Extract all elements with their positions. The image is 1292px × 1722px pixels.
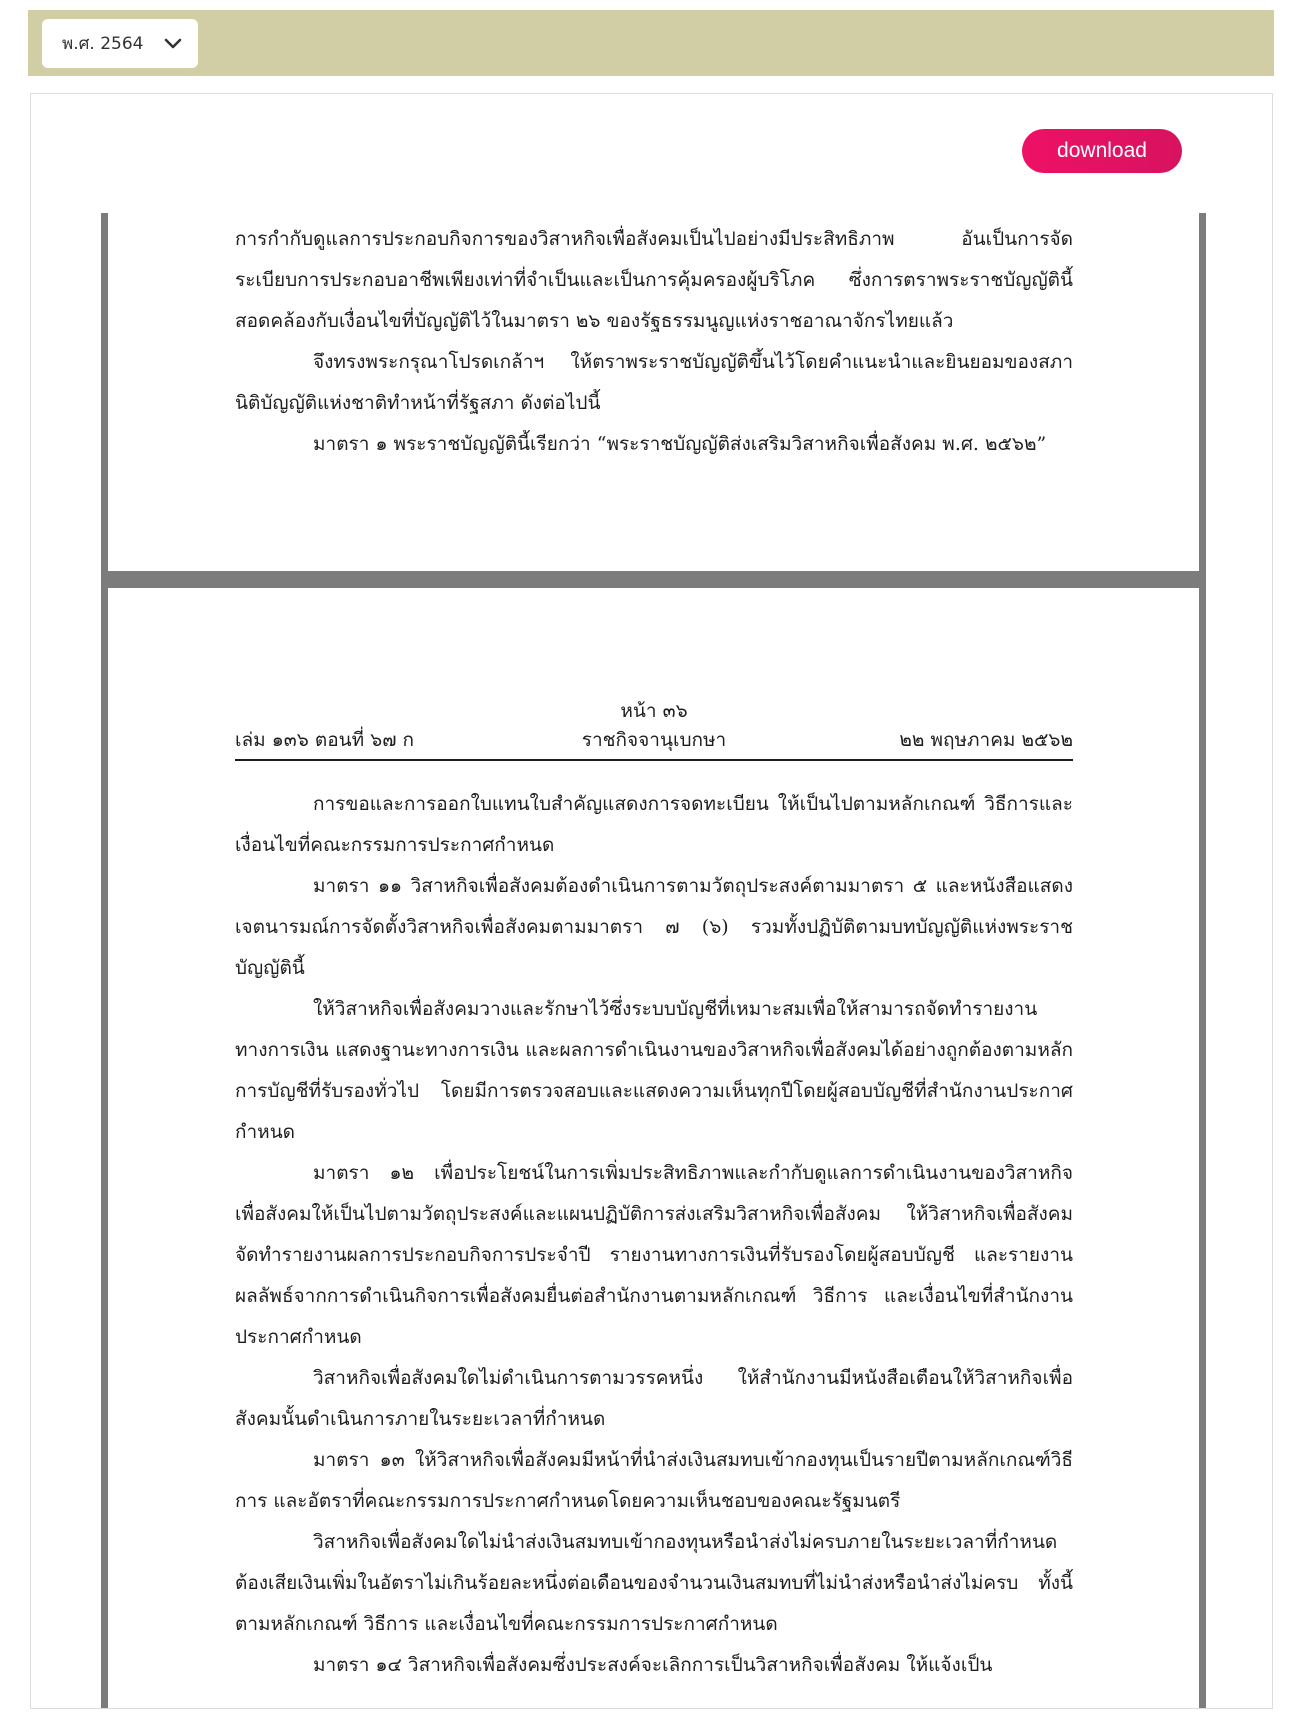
paragraph: ให้วิสาหกิจเพื่อสังคมวางและรักษาไว้ซึ่งระบบบัญชีที่เหมาะสมเพื่อให้สามารถจัดทำรายงานทางการเงิน แสดงฐานะทางการเงิน และผลการดำเนินงานของวิสาหกิจเพื่อสังคมได้อย่างถูกต้องตามหลักการบัญชีที่รับรองทั่วไป โดยมีการตรวจสอบและแสดงความเห็นทุกปีโดยผู้สอบบัญชีที่สำนักงานประกาศกำหนด <box>235 998 1073 1143</box>
publication-date: ๒๒ พฤษภาคม ๒๕๖๒ <box>899 729 1073 751</box>
paragraph: วิสาหกิจเพื่อสังคมใดไม่ดำเนินการตามวรรคหนึ่ง ให้สำนักงานมีหนังสือเตือนให้วิสาหกิจเพื่อสังคมนั้นดำเนินการภายในระยะเวลาที่กำหนด <box>235 1367 1073 1430</box>
paragraph: การกำกับดูแลการประกอบกิจการของวิสาหกิจเพื่อสังคมเป็นไปอย่างมีประสิทธิภาพ อันเป็นการจัดระเบียบการประกอบอาชีพเพียงเท่าที่จำเป็นและเป็นการคุ้มครองผู้บริโภค ซึ่งการตราพระราชบัญญัตินี้สอดคล้องกับเงื่อนไขที่บัญญัติไว้ในมาตรา ๒๖ ของรัฐธรรมนูญแห่งราชอาณาจักรไทยแล้ว <box>235 228 1073 332</box>
paragraph: มาตรา ๑๒ เพื่อประโยชน์ในการเพิ่มประสิทธิภาพและกำกับดูแลการดำเนินงานของวิสาหกิจเพื่อสังคมให้เป็นไปตามวัตถุประสงค์และแผนปฏิบัติการส่งเสริมวิสาหกิจเพื่อสังคม ให้วิสาหกิจเพื่อสังคมจัดทำรายงานผลการประกอบกิจการประจำปี รายงานทางการเงินที่รับรองโดยผู้สอบบัญชี และรายงานผลลัพธ์จากการดำเนินกิจการเพื่อสังคมยื่นต่อสำนักงานตามหลักเกณฑ์ วิธีการ และเงื่อนไขที่สำนักงานประกาศกำหนด <box>235 1162 1073 1348</box>
chevron-down-icon <box>163 34 183 54</box>
paragraph: การขอและการออกใบแทนใบสำคัญแสดงการจดทะเบียน ให้เป็นไปตามหลักเกณฑ์ วิธีการและเงื่อนไขที่คณะกรรมการประกาศกำหนด <box>235 793 1073 856</box>
paragraph: มาตรา ๑๔ วิสาหกิจเพื่อสังคมซึ่งประสงค์จะเลิกการเป็นวิสาหกิจเพื่อสังคม ให้แจ้งเป็น <box>313 1654 993 1676</box>
paragraph: มาตรา ๑๑ วิสาหกิจเพื่อสังคมต้องดำเนินการตามวัตถุประสงค์ตามมาตรา ๕ และหนังสือแสดงเจตนารมณ์การจัดตั้งวิสาหกิจเพื่อสังคมตามมาตรา ๗ (๖) รวมทั้งปฏิบัติตามบทบัญญัติแห่งพระราชบัญญัตินี้ <box>235 875 1073 979</box>
gazette-header <box>235 725 1073 755</box>
page-number: หน้า ๓๖ <box>620 700 688 722</box>
year-select[interactable] <box>42 19 198 68</box>
document-panel <box>30 93 1273 1709</box>
download-button[interactable]: download <box>1022 129 1182 173</box>
page-2-body <box>235 784 1073 1686</box>
header-divider <box>235 759 1073 761</box>
document-page-2 <box>108 588 1199 1709</box>
paragraph: จึงทรงพระกรุณาโปรดเกล้าฯ ให้ตราพระราชบัญญัติขึ้นไว้โดยคำแนะนำและยินยอมของสภานิติบัญญัติแห่งชาติทำหน้าที่รัฐสภา ดังต่อไปนี้ <box>235 351 1073 414</box>
publication-name: ราชกิจจานุเบกษา <box>581 729 727 751</box>
filter-bar <box>28 10 1274 76</box>
paragraph: วิสาหกิจเพื่อสังคมใดไม่นำส่งเงินสมทบเข้ากองทุนหรือนำส่งไม่ครบภายในระยะเวลาที่กำหนดต้องเสียเงินเพิ่มในอัตราไม่เกินร้อยละหนึ่งต่อเดือนของจำนวนเงินสมทบที่ไม่นำส่งหรือนำส่งไม่ครบ ทั้งนี้ตามหลักเกณฑ์ วิธีการ และเงื่อนไขที่คณะกรรมการประกาศกำหนด <box>235 1531 1073 1635</box>
page-1-body <box>235 219 1073 465</box>
paragraph: มาตรา ๑๓ ให้วิสาหกิจเพื่อสังคมมีหน้าที่นำส่งเงินสมทบเข้ากองทุนเป็นรายปีตามหลักเกณฑ์วิธีการ และอัตราที่คณะกรรมการประกาศกำหนดโดยความเห็นชอบของคณะรัฐมนตรี <box>235 1449 1073 1512</box>
paragraph: มาตรา ๑ พระราชบัญญัตินี้เรียกว่า “พระราชบัญญัติส่งเสริมวิสาหกิจเพื่อสังคม พ.ศ. ๒๕๖๒” <box>313 433 1047 455</box>
year-select-value: พ.ศ. 2564 <box>62 34 144 54</box>
document-page-1 <box>108 213 1199 571</box>
pdf-viewer[interactable] <box>101 213 1206 1709</box>
volume-issue: เล่ม ๑๓๖ ตอนที่ ๖๗ ก <box>235 729 415 751</box>
